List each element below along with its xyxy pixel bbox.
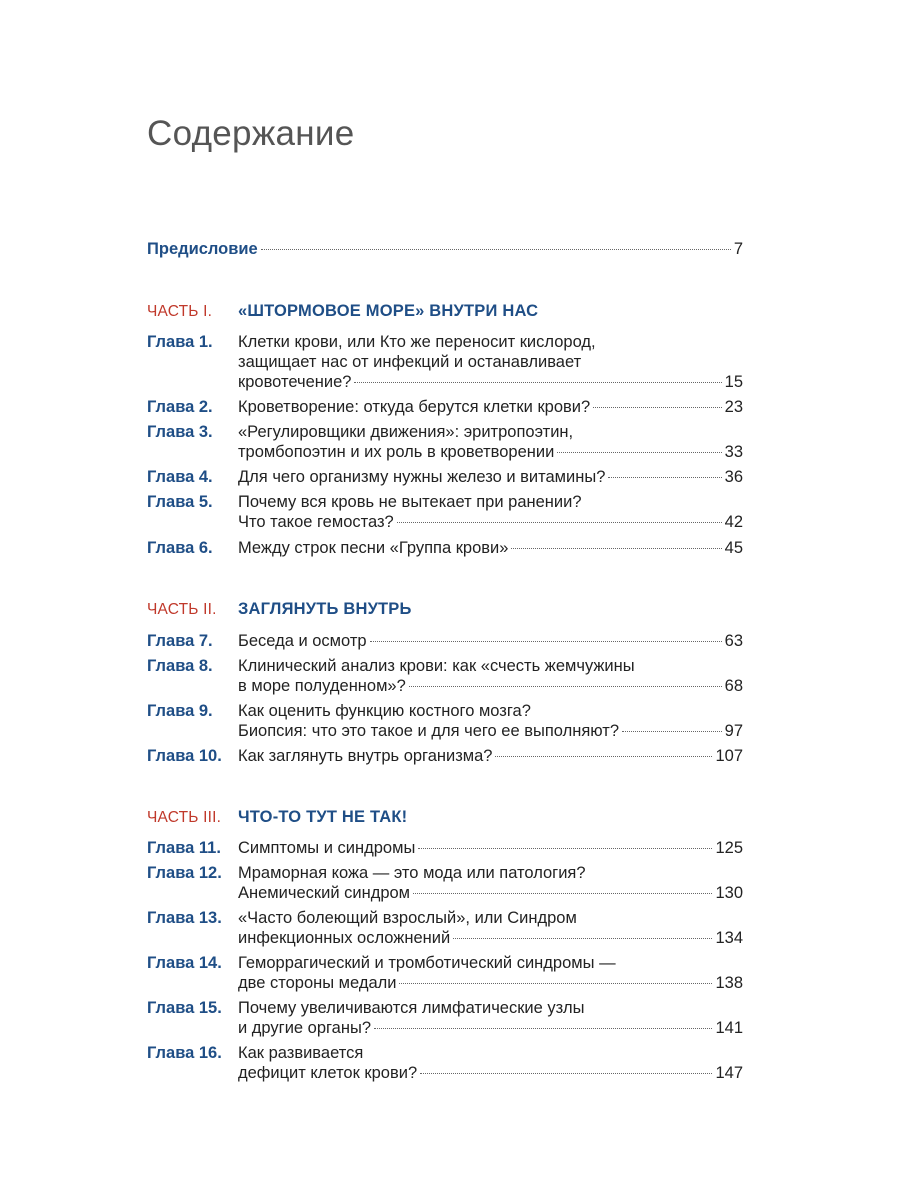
toc-entry-chapter-13[interactable]: [147, 908, 743, 948]
page-number: 141: [715, 1019, 743, 1037]
toc-entry-chapter-11[interactable]: [147, 838, 743, 858]
chapter-title-line: Клинический анализ крови: как «счесть жемчужины: [238, 657, 635, 675]
chapter-title-line: в море полуденном»?: [238, 677, 406, 695]
page-number: 23: [724, 398, 743, 416]
toc-entry-chapter-15[interactable]: [147, 998, 743, 1038]
chapter-label: Глава 4.: [147, 468, 213, 486]
part-number: ЧАСТЬ I.: [147, 303, 213, 320]
dot-leader: [397, 522, 722, 523]
toc-entry-chapter-1[interactable]: [147, 332, 743, 392]
chapter-label: Глава 13.: [147, 909, 222, 927]
chapter-label: Глава 8.: [147, 657, 213, 675]
dot-leader: [557, 452, 721, 453]
chapter-title-line: Для чего организму нужны железо и витамины?: [238, 468, 606, 486]
chapter-title-line: инфекционных осложнений: [238, 929, 451, 947]
chapter-title-line: защищает нас от инфекций и останавливает: [238, 353, 582, 371]
dot-leader: [495, 756, 712, 757]
chapter-title-line: две стороны медали: [238, 974, 397, 992]
toc-entry-chapter-14[interactable]: [147, 953, 743, 993]
chapter-label: Глава 14.: [147, 954, 222, 972]
chapter-title-line: кровотечение?: [238, 373, 352, 391]
part-number: ЧАСТЬ II.: [147, 601, 217, 618]
part-heading-2: [147, 600, 743, 619]
preface-label: Предисловие: [147, 240, 258, 258]
dot-leader: [593, 407, 721, 408]
dot-leader: [354, 382, 721, 383]
chapter-label: Глава 9.: [147, 702, 213, 720]
chapter-title-line: Почему вся кровь не вытекает при ранении?: [238, 493, 582, 511]
chapter-title-line: Геморрагический и тромботический синдромы —: [238, 954, 616, 972]
toc-entry-chapter-16[interactable]: [147, 1043, 743, 1083]
chapter-label: Глава 12.: [147, 864, 222, 882]
page-number: 36: [724, 468, 743, 486]
toc-entry-chapter-7[interactable]: [147, 631, 743, 651]
chapter-title-line: дефицит клеток крови?: [238, 1064, 418, 1082]
dot-leader: [374, 1028, 712, 1029]
dot-leader: [418, 848, 712, 849]
page-number: 134: [715, 929, 743, 947]
page-number: 147: [715, 1064, 743, 1082]
toc-entry-chapter-3[interactable]: [147, 422, 743, 462]
toc-entry-chapter-2[interactable]: [147, 397, 743, 417]
page-number: 130: [715, 884, 743, 902]
chapter-title-line: Анемический синдром: [238, 884, 411, 902]
chapter-title-line: «Часто болеющий взрослый», или Синдром: [238, 909, 577, 927]
chapter-label: Глава 6.: [147, 539, 213, 557]
dot-leader: [511, 548, 721, 549]
toc-entry-chapter-4[interactable]: [147, 467, 743, 487]
chapter-label: Глава 15.: [147, 999, 222, 1017]
page-title: Содержание: [147, 114, 355, 153]
page-number: 15: [724, 373, 743, 391]
chapter-title-line: Биопсия: что это такое и для чего ее выполняют?: [238, 722, 620, 740]
toc-entry-chapter-12[interactable]: [147, 863, 743, 903]
chapter-label: Глава 2.: [147, 398, 213, 416]
chapter-title-line: Кроветворение: откуда берутся клетки крови?: [238, 398, 591, 416]
chapter-title-line: Как оценить функцию костного мозга?: [238, 702, 531, 720]
chapter-label: Глава 5.: [147, 493, 213, 511]
dot-leader: [608, 477, 721, 478]
chapter-title-line: и другие органы?: [238, 1019, 371, 1037]
chapter-label: Глава 7.: [147, 632, 213, 650]
part-heading-1: [147, 302, 743, 321]
dot-leader: [261, 249, 731, 250]
chapter-title-line: Беседа и осмотр: [238, 632, 367, 650]
toc-entry-chapter-5[interactable]: [147, 492, 743, 532]
page-number: 63: [724, 632, 743, 650]
chapter-title-line: «Регулировщики движения»: эритропоэтин,: [238, 423, 574, 441]
part-title: ЗАГЛЯНУТЬ ВНУТРЬ: [238, 600, 412, 618]
toc-entry-chapter-8[interactable]: [147, 656, 743, 696]
dot-leader: [413, 893, 712, 894]
toc-entry-chapter-9[interactable]: [147, 701, 743, 741]
chapter-title-line: Симптомы и синдромы: [238, 839, 416, 857]
dot-leader: [370, 641, 722, 642]
page-number: 33: [724, 443, 743, 461]
toc-entry-chapter-6[interactable]: [147, 538, 743, 558]
page-number: 42: [724, 513, 743, 531]
dot-leader: [453, 938, 712, 939]
part-heading-3: [147, 808, 743, 827]
toc-entry-chapter-10[interactable]: [147, 746, 743, 766]
chapter-label: Глава 16.: [147, 1044, 222, 1062]
chapter-title-line: Клетки крови, или Кто же переносит кислород,: [238, 333, 596, 351]
dot-leader: [420, 1073, 712, 1074]
part-title: ЧТО-ТО ТУТ НЕ ТАК!: [238, 808, 408, 826]
chapter-label: Глава 11.: [147, 839, 221, 857]
chapter-title-line: Между строк песни «Группа крови»: [238, 539, 509, 557]
chapter-label: Глава 1.: [147, 333, 213, 351]
chapter-title-line: Что такое гемостаз?: [238, 513, 394, 531]
chapter-label: Глава 3.: [147, 423, 213, 441]
page-number: 45: [724, 539, 743, 557]
page-number: 68: [724, 677, 743, 695]
chapter-title-line: Как развивается: [238, 1044, 364, 1062]
chapter-label: Глава 10.: [147, 747, 222, 765]
part-number: ЧАСТЬ III.: [147, 809, 222, 826]
page-number: 97: [724, 722, 743, 740]
chapter-title-line: Как заглянуть внутрь организма?: [238, 747, 493, 765]
dot-leader: [399, 983, 712, 984]
toc-entry-preface[interactable]: [147, 240, 743, 259]
chapter-title-line: тромбопоэтин и их роль в кроветворении: [238, 443, 555, 461]
page-number: 125: [715, 839, 743, 857]
page-number: 107: [715, 747, 743, 765]
part-title: «ШТОРМОВОЕ МОРЕ» ВНУТРИ НАС: [238, 302, 539, 320]
chapter-title-line: Мраморная кожа — это мода или патология?: [238, 864, 586, 882]
chapter-title-line: Почему увеличиваются лимфатические узлы: [238, 999, 585, 1017]
page-number: 7: [733, 240, 743, 258]
dot-leader: [622, 731, 722, 732]
page-number: 138: [715, 974, 743, 992]
dot-leader: [409, 686, 722, 687]
